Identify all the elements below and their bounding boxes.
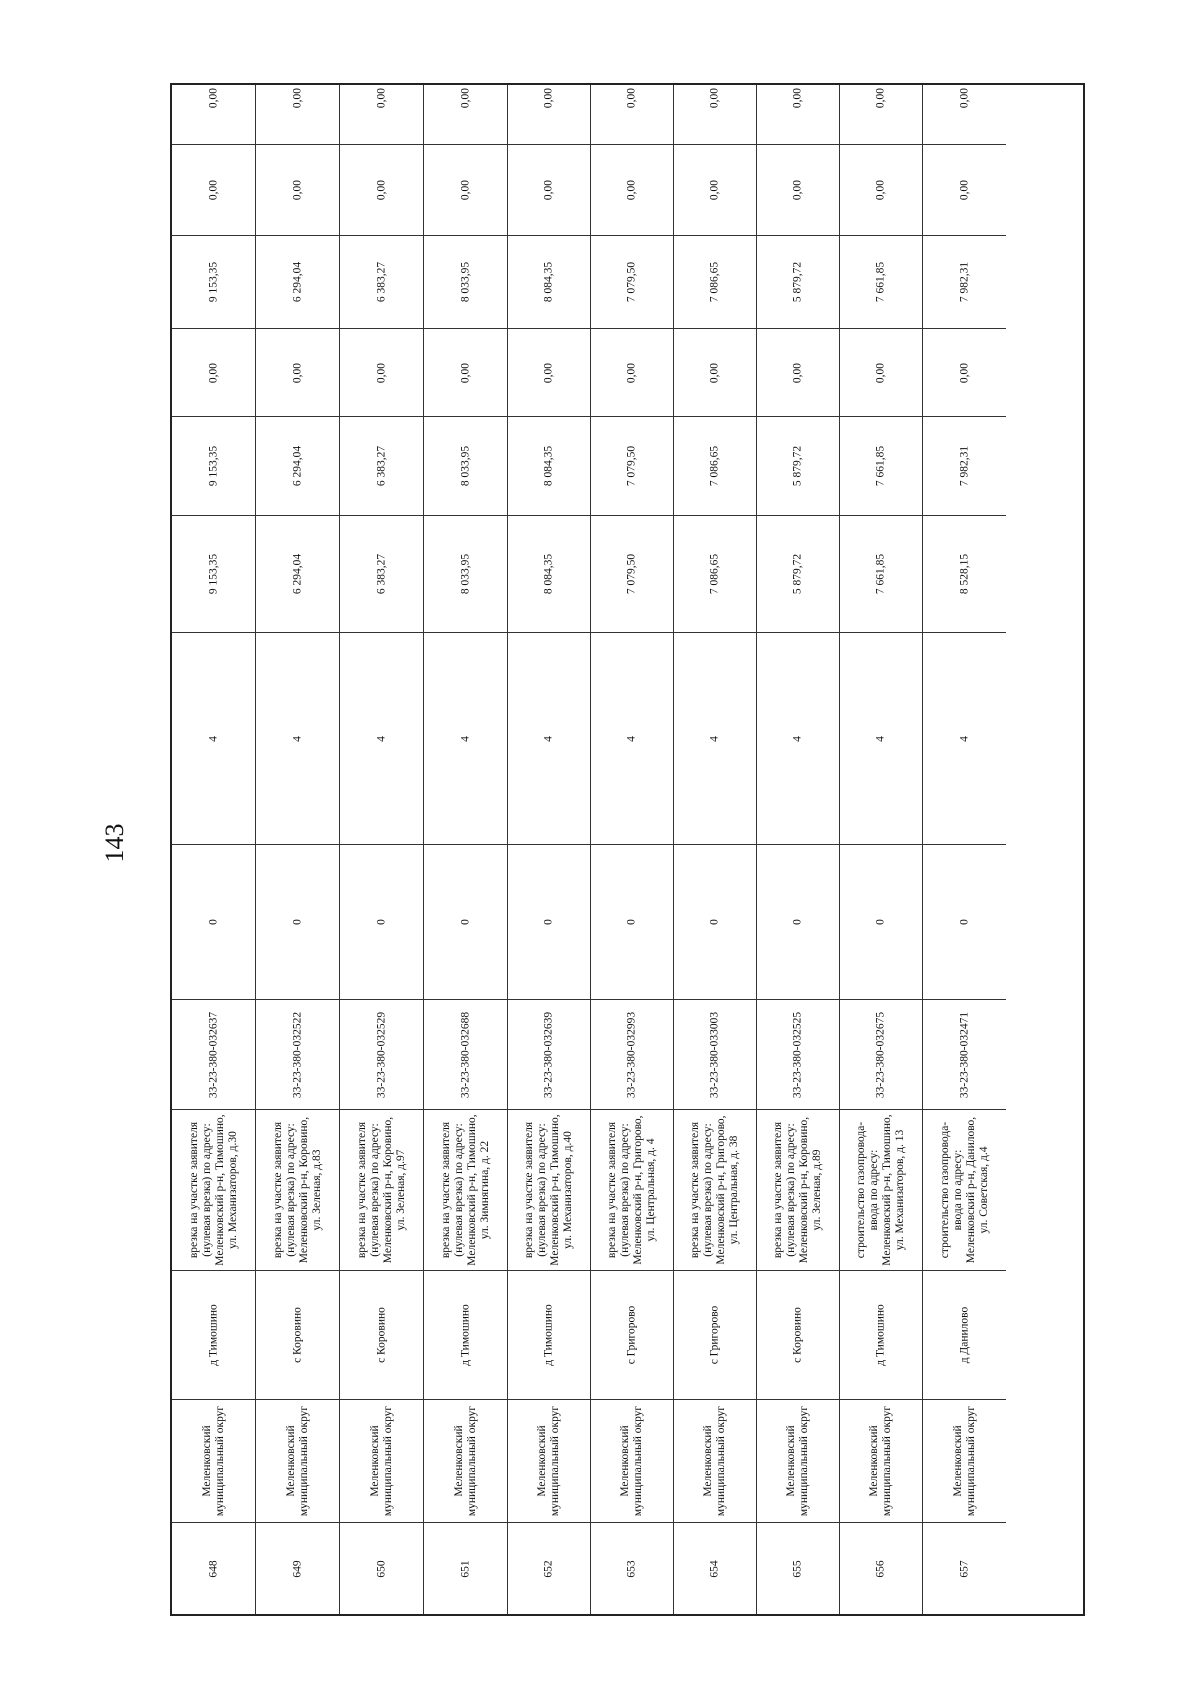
code-cell [840,999,922,1109]
description-cell-text: врезка на участке заявителя (нулевая врезка) по адресу: Меленковский р-н, Тимошино, ул. Механизаторов, д.30 [187,1114,239,1266]
district-cell [923,1399,1006,1522]
amount-cell [923,235,1006,328]
district-cell-text: Меленковский муниципальный округ [951,1405,977,1517]
district-cell-text: Меленковский муниципальный округ [536,1405,561,1517]
amount-cell-text: 6 383,27 [375,261,387,303]
category-cell-text: 4 [542,735,555,742]
amount-cell-text: 8 528,15 [958,553,970,595]
description-cell-text: врезка на участке заявителя (нулевая врезка) по адресу: Меленковский р-н, Коровино, ул. Зеленая, д.97 [355,1116,407,1264]
zero-value-cell [172,844,255,999]
table-row [424,85,508,1614]
description-cell [591,1109,673,1270]
locality-cell [757,1270,839,1399]
amount-cell [674,51,756,144]
category-cell-text: 4 [291,735,303,742]
amount-cell [340,328,423,416]
zero-value-cell [424,844,507,999]
category-cell-text: 4 [874,735,887,742]
zero-value-cell [757,844,839,999]
row-number-cell [674,1522,756,1614]
zero-value-cell [674,844,756,999]
category-cell [591,632,673,844]
district-cell-text: Меленковский муниципальный округ [702,1405,727,1517]
amount-cell [591,416,673,515]
amount-cell [256,235,339,328]
amount-cell [757,416,839,515]
category-cell [508,632,590,844]
amount-cell-text: 0,00 [459,179,471,201]
zero-value-cell-text: 0 [542,919,555,925]
locality-cell-text: с Коровино [791,1307,804,1363]
amount-cell-text: 0,00 [375,179,387,201]
amount-cell [757,235,839,328]
code-cell [923,999,1006,1109]
amount-cell-text: 0,00 [958,362,970,383]
amount-cell-text: 6 294,04 [291,445,303,487]
amount-cell [923,515,1006,632]
district-cell-text: Меленковский муниципальный округ [452,1405,478,1517]
amount-cell-text: 0,00 [708,87,721,108]
code-cell-text: 33-23-380-032688 [459,1011,471,1098]
amount-cell-text: 0,00 [291,87,303,108]
amount-cell [508,51,590,144]
row-number-cell [591,1522,673,1614]
category-cell [340,632,423,844]
description-cell-text: врезка на участке заявителя (нулевая врезка) по адресу: Меленковский р-н, Коровино, ул. Зеленая, д.89 [772,1116,823,1264]
amount-cell-text: 7 086,65 [708,553,721,595]
description-cell [923,1109,1006,1270]
locality-cell [674,1270,756,1399]
zero-value-cell-text: 0 [708,919,721,925]
amount-cell-text: 0,00 [542,87,555,108]
amount-cell [591,328,673,416]
amount-cell-text: 7 982,31 [958,261,970,303]
category-cell [674,632,756,844]
amount-cell-text: 9 153,35 [207,445,219,487]
zero-value-cell-text: 0 [958,919,970,925]
row-number-cell [424,1522,507,1614]
row-number-cell [340,1522,423,1614]
amount-cell [674,235,756,328]
amount-cell-text: 0,00 [459,362,471,383]
description-cell-text: строительство газопровода-ввода по адресу: Меленковский р-н, Данилово, ул. Советская, д.4 [938,1116,990,1264]
amount-cell-text: 7 086,65 [708,445,721,487]
code-cell [591,999,673,1109]
amount-cell-text: 7 982,31 [958,445,970,487]
row-number-cell [508,1522,590,1614]
amount-cell-text: 0,00 [791,87,804,108]
amount-cell [508,235,590,328]
zero-value-cell [591,844,673,999]
code-cell-text: 33-23-380-032637 [207,1011,219,1098]
amount-cell [840,51,922,144]
zero-value-cell [256,844,339,999]
zero-value-cell-text: 0 [375,919,387,925]
amount-cell [923,51,1006,144]
district-cell-text: Меленковский муниципальный округ [284,1405,310,1517]
code-cell [757,999,839,1109]
code-cell-text: 33-23-380-033003 [708,1011,721,1098]
amount-cell [424,328,507,416]
locality-cell [340,1270,423,1399]
row-number-cell-text: 655 [791,1559,804,1578]
amount-cell-text: 0,00 [207,87,219,108]
category-cell [172,632,255,844]
amount-cell [674,144,756,235]
amount-cell-text: 0,00 [375,362,387,383]
code-cell [424,999,507,1109]
amount-cell-text: 0,00 [791,362,804,383]
row-number-cell-text: 652 [542,1559,555,1578]
code-cell-text: 33-23-380-032522 [291,1011,303,1098]
amount-cell [340,235,423,328]
zero-value-cell-text: 0 [207,919,219,925]
amount-cell [340,51,423,144]
amount-cell-text: 8 033,95 [459,445,471,487]
district-cell [757,1399,839,1522]
category-cell-text: 4 [207,735,219,742]
row-number-cell-text: 649 [291,1559,303,1578]
category-cell-text: 4 [958,735,970,742]
amount-cell-text: 7 079,50 [625,445,638,487]
description-cell-text: врезка на участке заявителя (нулевая врезка) по адресу: Меленковский р-н, Григорово, ул. Центральная, д. 38 [689,1115,740,1265]
amount-cell [923,328,1006,416]
amount-cell [172,515,255,632]
code-cell-text: 33-23-380-032529 [375,1011,387,1098]
amount-cell [424,515,507,632]
amount-cell-text: 0,00 [291,362,303,383]
row-number-cell [840,1522,922,1614]
description-cell-text: врезка на участке заявителя (нулевая врезка) по адресу: Меленковский р-н, Тимошино, ул. Зимнягина, д. 22 [439,1114,491,1266]
description-cell [340,1109,423,1270]
table-row [591,85,674,1614]
amount-cell [757,144,839,235]
district-cell [674,1399,756,1522]
locality-cell [256,1270,339,1399]
zero-value-cell-text: 0 [459,919,471,925]
amount-cell [757,328,839,416]
amount-cell [508,328,590,416]
amount-cell-text: 0,00 [625,362,638,383]
row-number-cell-text: 651 [459,1559,471,1578]
description-cell-text: врезка на участке заявителя (нулевая врезка) по адресу: Меленковский р-н, Григорово, ул. Центральная, д. 4 [606,1115,657,1265]
amount-cell-text: 7 661,85 [874,261,887,303]
locality-cell-text: д Тимошино [459,1304,471,1366]
amount-cell [256,416,339,515]
description-cell [424,1109,507,1270]
row-number-cell [172,1522,255,1614]
locality-cell [840,1270,922,1399]
zero-value-cell-text: 0 [625,919,638,925]
amount-cell [674,328,756,416]
code-cell [256,999,339,1109]
amount-cell-text: 0,00 [625,87,638,108]
amount-cell [591,144,673,235]
amount-cell-text: 0,00 [207,179,219,201]
description-cell [674,1109,756,1270]
amount-cell-text: 0,00 [375,87,387,108]
amount-cell [172,51,255,144]
amount-cell-text: 0,00 [874,87,887,108]
amount-cell [424,51,507,144]
district-cell [508,1399,590,1522]
table-row [172,85,256,1614]
amount-cell [340,144,423,235]
amount-cell [256,51,339,144]
amount-cell [508,515,590,632]
code-cell-text: 33-23-380-032525 [791,1011,804,1098]
amount-cell-text: 0,00 [958,179,970,201]
amount-cell-text: 0,00 [708,362,721,383]
amount-cell-text: 7 079,50 [625,553,638,595]
category-cell [424,632,507,844]
locality-cell-text: с Григорово [708,1305,721,1365]
row-number-cell-text: 657 [958,1559,970,1578]
district-cell-text: Меленковский муниципальный округ [868,1405,893,1517]
description-cell [840,1109,922,1270]
amount-cell-text: 7 661,85 [874,445,887,487]
zero-value-cell-text: 0 [791,919,804,925]
amount-cell [172,235,255,328]
amount-cell [508,144,590,235]
code-cell [172,999,255,1109]
row-number-cell [256,1522,339,1614]
category-cell-text: 4 [708,735,721,742]
table-row [757,85,840,1614]
locality-cell-text: д Тимошино [207,1304,219,1366]
amount-cell-text: 8 033,95 [459,553,471,595]
district-cell [340,1399,423,1522]
amount-cell-text: 7 086,65 [708,261,721,303]
amount-cell [591,515,673,632]
code-cell-text: 33-23-380-032471 [958,1011,970,1098]
zero-value-cell [508,844,590,999]
amount-cell [840,416,922,515]
description-cell [172,1109,255,1270]
description-cell [508,1109,590,1270]
table-row [340,85,424,1614]
amount-cell [923,416,1006,515]
district-cell [172,1399,255,1522]
locality-cell [172,1270,255,1399]
code-cell [674,999,756,1109]
code-cell-text: 33-23-380-032675 [874,1011,887,1098]
amount-cell [591,51,673,144]
amount-cell-text: 8 033,95 [459,261,471,303]
code-cell [340,999,423,1109]
category-cell-text: 4 [625,735,638,742]
amount-cell [840,144,922,235]
zero-value-cell-text: 0 [874,919,887,925]
amount-cell-text: 6 383,27 [375,445,387,487]
amount-cell-text: 9 153,35 [207,553,219,595]
amount-cell [340,515,423,632]
amount-cell [923,144,1006,235]
district-cell [591,1399,673,1522]
locality-cell-text: с Коровино [291,1307,303,1363]
locality-cell [923,1270,1006,1399]
amount-cell [674,515,756,632]
amount-cell [172,328,255,416]
table-row [508,85,591,1614]
district-cell-text: Меленковский муниципальный округ [619,1405,644,1517]
amount-cell [256,144,339,235]
locality-cell-text: д Тимошино [874,1304,887,1366]
category-cell-text: 4 [791,735,804,742]
amount-cell [172,416,255,515]
zero-value-cell-text: 0 [291,919,303,925]
data-table [170,83,1085,1616]
description-cell-text: врезка на участке заявителя (нулевая врезка) по адресу: Меленковский р-н, Коровино, ул. Зеленая, д.83 [271,1116,323,1264]
table-row [840,85,923,1614]
code-cell-text: 33-23-380-032993 [625,1011,638,1098]
category-cell-text: 4 [459,735,471,742]
amount-cell-text: 7 661,85 [874,553,887,595]
category-cell [840,632,922,844]
locality-cell-text: с Коровино [375,1307,387,1363]
amount-cell [508,416,590,515]
amount-cell-text: 6 294,04 [291,261,303,303]
locality-cell-text: д Тимошино [542,1304,555,1366]
amount-cell-text: 0,00 [542,179,555,201]
amount-cell [674,416,756,515]
amount-cell [840,328,922,416]
amount-cell-text: 0,00 [542,362,555,383]
amount-cell-text: 6 383,27 [375,553,387,595]
district-cell-text: Меленковский муниципальный округ [785,1405,810,1517]
amount-cell [256,515,339,632]
amount-cell [424,416,507,515]
page-number: 143 [100,823,129,863]
amount-cell-text: 0,00 [207,362,219,383]
description-cell-text: врезка на участке заявителя (нулевая врезка) по адресу: Меленковский р-н, Тимошино, ул. Механизаторов, д.40 [523,1114,574,1266]
locality-cell [591,1270,673,1399]
amount-cell-text: 0,00 [874,362,887,383]
district-cell-text: Меленковский муниципальный округ [368,1405,394,1517]
zero-value-cell [840,844,922,999]
locality-cell-text: с Григорово [625,1305,638,1365]
row-number-cell-text: 650 [375,1559,387,1578]
amount-cell-text: 0,00 [958,87,970,108]
row-number-cell-text: 653 [625,1559,638,1578]
amount-cell-text: 8 084,35 [542,445,555,487]
amount-cell-text: 0,00 [291,179,303,201]
amount-cell [424,235,507,328]
locality-cell [424,1270,507,1399]
description-cell [757,1109,839,1270]
amount-cell [256,328,339,416]
amount-cell-text: 7 079,50 [625,261,638,303]
amount-cell-text: 5 879,72 [791,445,804,487]
row-number-cell [923,1522,1006,1614]
table-row [674,85,757,1614]
amount-cell-text: 0,00 [625,179,638,201]
category-cell [256,632,339,844]
code-cell-text: 33-23-380-032639 [542,1011,555,1098]
amount-cell [840,515,922,632]
category-cell [923,632,1006,844]
district-cell [256,1399,339,1522]
amount-cell [591,235,673,328]
amount-cell-text: 9 153,35 [207,261,219,303]
amount-cell-text: 0,00 [791,179,804,201]
code-cell [508,999,590,1109]
amount-cell-text: 0,00 [459,87,471,108]
row-number-cell-text: 648 [207,1559,219,1578]
amount-cell [840,235,922,328]
amount-cell [424,144,507,235]
table-row [923,85,1006,1614]
amount-cell [340,416,423,515]
amount-cell [757,51,839,144]
district-cell-text: Меленковский муниципальный округ [200,1405,226,1517]
zero-value-cell [340,844,423,999]
amount-cell-text: 5 879,72 [791,553,804,595]
district-cell [424,1399,507,1522]
row-number-cell-text: 654 [708,1559,721,1578]
locality-cell-text: д Данилово [958,1306,970,1364]
amount-cell-text: 8 084,35 [542,553,555,595]
locality-cell [508,1270,590,1399]
category-cell [757,632,839,844]
zero-value-cell [923,844,1006,999]
amount-cell-text: 0,00 [708,179,721,201]
description-cell-text: строительство газопровода-ввода по адресу: Меленковский р-н, Тимошино, ул. Механизаторов, д. 13 [855,1114,906,1266]
amount-cell [172,144,255,235]
amount-cell-text: 6 294,04 [291,553,303,595]
table-row [256,85,340,1614]
amount-cell [757,515,839,632]
amount-cell-text: 0,00 [874,179,887,201]
district-cell [840,1399,922,1522]
amount-cell-text: 8 084,35 [542,261,555,303]
category-cell-text: 4 [375,735,387,742]
row-number-cell-text: 656 [874,1559,887,1578]
row-number-cell [757,1522,839,1614]
description-cell [256,1109,339,1270]
amount-cell-text: 5 879,72 [791,261,804,303]
